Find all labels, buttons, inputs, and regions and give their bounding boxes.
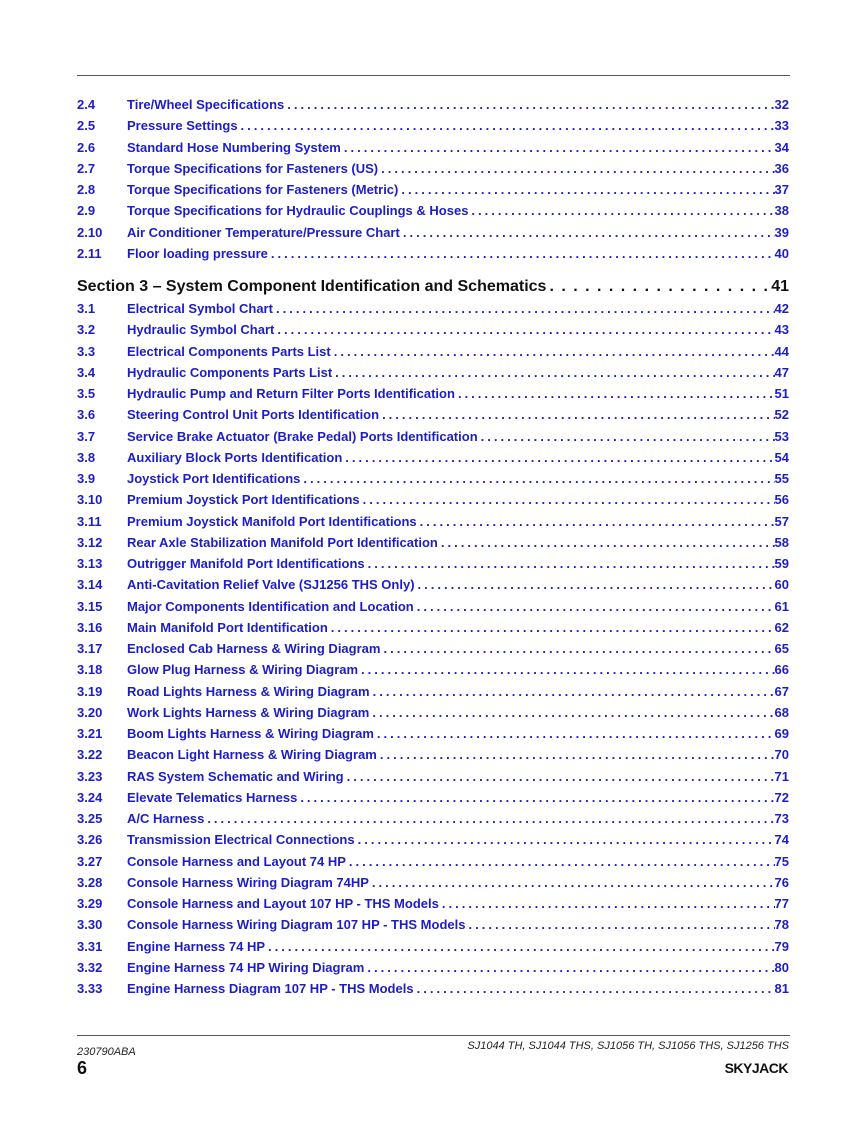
entry-number[interactable]: 3.9: [77, 471, 96, 486]
section-title[interactable]: Section 3 – System Component Identification and Schematics: [77, 278, 547, 295]
entry-page[interactable]: 37: [774, 182, 789, 197]
toc-entry[interactable]: [77, 790, 789, 811]
dot-leader: [277, 322, 774, 337]
toc-entry[interactable]: [77, 246, 789, 267]
entry-number[interactable]: 3.32: [77, 959, 103, 975]
entry-title[interactable]: Auxiliary Block Ports Identification: [127, 449, 343, 465]
entry-title[interactable]: Standard Hose Numbering System: [127, 139, 341, 155]
entry-title[interactable]: RAS System Schematic and Wiring: [127, 768, 344, 784]
entry-title[interactable]: Premium Joystick Manifold Port Identifications: [127, 513, 417, 529]
entry-number[interactable]: 2.6: [77, 139, 96, 155]
entry-title[interactable]: Air Conditioner Temperature/Pressure Chart: [127, 224, 400, 240]
toc-entry[interactable]: [77, 662, 789, 683]
entry-page[interactable]: 73: [774, 811, 789, 826]
toc-entry[interactable]: [77, 535, 789, 556]
toc-entry[interactable]: [77, 620, 789, 641]
toc-entry[interactable]: [77, 726, 789, 747]
entry-title[interactable]: Boom Lights Harness & Wiring Diagram: [127, 726, 374, 741]
entry-page[interactable]: 42: [774, 301, 789, 316]
toc-entry[interactable]: [77, 641, 789, 662]
dot-leader: [367, 960, 774, 975]
entry-page[interactable]: 58: [774, 534, 789, 550]
entry-title[interactable]: Engine Harness Diagram 107 HP - THS Models: [127, 981, 414, 996]
entry-title[interactable]: Glow Plug Harness & Wiring Diagram: [127, 662, 359, 678]
entry-page[interactable]: 43: [774, 322, 789, 338]
toc-section-3-heading[interactable]: [77, 278, 789, 302]
dot-leader: [549, 278, 771, 296]
entry-page[interactable]: 77: [774, 896, 789, 911]
entry-number[interactable]: 3.26: [77, 832, 103, 848]
entry-page[interactable]: 71: [774, 768, 789, 784]
entry-page[interactable]: 47: [774, 364, 789, 380]
entry-number[interactable]: 3.2: [77, 322, 96, 338]
toc-entry[interactable]: [77, 981, 789, 1002]
entry-page[interactable]: 70: [774, 747, 789, 763]
entry-number[interactable]: 3.15: [77, 598, 103, 614]
entry-page[interactable]: 60: [774, 577, 789, 593]
entry-title[interactable]: Torque Specifications for Fasteners (US): [127, 160, 379, 176]
dot-leader: [368, 556, 775, 571]
dot-leader: [303, 471, 774, 486]
entry-title[interactable]: Electrical Symbol Chart: [127, 301, 273, 316]
entry-number[interactable]: 2.4: [77, 97, 96, 112]
dot-leader: [268, 939, 775, 954]
entry-title[interactable]: Console Harness Wiring Diagram 74HP: [127, 874, 369, 890]
entry-page[interactable]: 81: [774, 981, 789, 996]
entry-page[interactable]: 61: [774, 598, 789, 614]
entry-number[interactable]: 3.23: [77, 768, 103, 784]
toc-entry[interactable]: [77, 322, 789, 343]
toc-entry[interactable]: [77, 875, 789, 896]
entry-number[interactable]: 3.19: [77, 683, 103, 699]
entry-page[interactable]: 38: [774, 203, 789, 219]
toc-entry[interactable]: [77, 97, 789, 118]
dot-leader: [401, 182, 774, 197]
toc-entry[interactable]: [77, 492, 789, 513]
entry-number[interactable]: 2.10: [77, 224, 103, 240]
entry-page[interactable]: 36: [774, 160, 789, 176]
dot-leader: [358, 832, 775, 847]
entry-title[interactable]: Electrical Components Parts List: [127, 343, 331, 359]
dot-leader: [344, 140, 775, 155]
entry-page[interactable]: 40: [774, 245, 789, 261]
entry-number[interactable]: 3.5: [77, 386, 96, 401]
dot-leader: [471, 203, 774, 218]
toc-entry[interactable]: [77, 182, 789, 203]
toc-entry[interactable]: [77, 556, 789, 577]
toc-entry[interactable]: [77, 514, 789, 535]
entry-page[interactable]: 75: [774, 853, 789, 869]
entry-page[interactable]: 76: [774, 874, 789, 890]
dot-leader: [458, 386, 775, 401]
page-number: 6: [77, 1058, 88, 1078]
dot-leader: [382, 407, 774, 422]
dot-leader: [334, 344, 775, 359]
dot-leader: [372, 875, 775, 890]
entry-page[interactable]: 65: [774, 641, 789, 656]
entry-title[interactable]: A/C Harness: [127, 811, 205, 826]
entry-title[interactable]: Rear Axle Stabilization Manifold Port Identification: [127, 534, 438, 550]
toc-entry[interactable]: [77, 577, 789, 598]
dot-leader: [441, 535, 775, 550]
footer-rule: [77, 1035, 790, 1036]
skyjack-logo: SKYJACK: [724, 1060, 788, 1076]
toc-entry[interactable]: [77, 832, 789, 853]
entry-number[interactable]: 3.12: [77, 534, 103, 550]
dot-leader: [468, 917, 774, 932]
dot-leader: [331, 620, 775, 635]
toc-entry[interactable]: [77, 140, 789, 161]
dot-leader: [276, 301, 775, 316]
entry-number[interactable]: 3.29: [77, 896, 103, 911]
toc-entry[interactable]: [77, 225, 789, 246]
entry-number[interactable]: 3.25: [77, 811, 103, 826]
dot-leader: [373, 684, 775, 699]
dot-leader: [347, 769, 775, 784]
dot-leader: [361, 662, 774, 677]
toc-entry[interactable]: [77, 118, 789, 139]
dot-leader: [381, 161, 774, 176]
entry-number[interactable]: 3.6: [77, 407, 96, 423]
entry-number[interactable]: 3.21: [77, 726, 103, 741]
entry-page[interactable]: 32: [774, 97, 789, 112]
entry-number[interactable]: 3.28: [77, 874, 103, 890]
toc-entry[interactable]: [77, 684, 789, 705]
entry-page[interactable]: 57: [774, 513, 789, 529]
dot-leader: [403, 225, 775, 240]
dot-leader: [335, 365, 774, 380]
entry-number[interactable]: 3.13: [77, 556, 103, 571]
entry-number[interactable]: 2.11: [77, 245, 102, 261]
entry-title[interactable]: Torque Specifications for Fasteners (Metric): [127, 182, 399, 197]
dot-leader: [377, 726, 775, 741]
entry-title[interactable]: Floor loading pressure: [127, 245, 268, 261]
entry-page[interactable]: 59: [774, 556, 789, 571]
entry-page[interactable]: 34: [774, 139, 789, 155]
entry-number[interactable]: 3.22: [77, 747, 103, 763]
entry-page[interactable]: 72: [774, 789, 789, 805]
entry-title[interactable]: Engine Harness 74 HP Wiring Diagram: [127, 959, 365, 975]
dot-leader: [481, 429, 775, 444]
entry-number[interactable]: 3.27: [77, 853, 103, 869]
entry-title[interactable]: Hydraulic Pump and Return Filter Ports Identification: [127, 386, 455, 401]
dot-leader: [287, 97, 774, 112]
toc-entry[interactable]: [77, 854, 789, 875]
toc-entry[interactable]: [77, 365, 789, 386]
dot-leader: [420, 514, 775, 529]
entry-title[interactable]: Engine Harness 74 HP: [127, 938, 265, 954]
entry-page[interactable]: 33: [774, 118, 789, 134]
dot-leader: [417, 981, 775, 996]
entry-title[interactable]: Major Components Identification and Location: [127, 598, 414, 614]
dot-leader: [345, 450, 774, 465]
dot-leader: [417, 599, 775, 614]
toc-entry[interactable]: [77, 896, 789, 917]
entry-number[interactable]: 3.3: [77, 343, 96, 359]
dot-leader: [300, 790, 774, 805]
section-page[interactable]: 41: [771, 278, 789, 295]
entry-title[interactable]: Enclosed Cab Harness & Wiring Diagram: [127, 641, 381, 656]
entry-number[interactable]: 3.24: [77, 789, 103, 805]
toc-entry[interactable]: [77, 705, 789, 726]
entry-number[interactable]: 3.16: [77, 619, 103, 635]
entry-number[interactable]: 3.17: [77, 641, 103, 656]
entry-title[interactable]: Transmission Electrical Connections: [127, 832, 355, 848]
toc-entry[interactable]: [77, 939, 789, 960]
entry-page[interactable]: 56: [774, 492, 789, 508]
entry-page[interactable]: 79: [774, 938, 789, 954]
entry-title[interactable]: Hydraulic Symbol Chart: [127, 322, 275, 338]
dot-leader: [241, 118, 775, 133]
entry-page[interactable]: 66: [774, 662, 789, 678]
entry-page[interactable]: 68: [774, 704, 789, 720]
toc-entry[interactable]: [77, 811, 789, 832]
dot-leader: [207, 811, 774, 826]
entry-page[interactable]: 62: [774, 619, 789, 635]
toc-entry[interactable]: [77, 960, 789, 981]
entry-page[interactable]: 52: [774, 407, 789, 423]
entry-title[interactable]: Tire/Wheel Specifications: [127, 97, 285, 112]
toc-entry[interactable]: [77, 599, 789, 620]
entry-page[interactable]: 67: [774, 683, 789, 699]
toc-section-2-entries: [77, 97, 789, 267]
entry-title[interactable]: Pressure Settings: [127, 118, 238, 134]
entry-page[interactable]: 44: [774, 343, 789, 359]
toc-entry[interactable]: [77, 769, 789, 790]
toc-entry[interactable]: [77, 386, 789, 407]
entry-title[interactable]: Console Harness and Layout 74 HP: [127, 853, 346, 869]
toc-entry[interactable]: [77, 301, 789, 322]
entry-number[interactable]: 3.1: [77, 301, 96, 316]
entry-page[interactable]: 80: [774, 959, 789, 975]
dot-leader: [418, 577, 775, 592]
entry-page[interactable]: 51: [774, 386, 789, 401]
toc-entry[interactable]: [77, 471, 789, 492]
entry-title[interactable]: Service Brake Actuator (Brake Pedal) Ports Identification: [127, 428, 478, 444]
entry-number[interactable]: 3.20: [77, 704, 103, 720]
entry-page[interactable]: 69: [774, 726, 789, 741]
entry-number[interactable]: 3.33: [77, 981, 103, 996]
entry-page[interactable]: 78: [774, 917, 789, 933]
entry-title[interactable]: Anti-Cavitation Relief Valve (SJ1256 THS Only): [127, 577, 415, 593]
toc-entry[interactable]: [77, 161, 789, 182]
entry-title[interactable]: Work Lights Harness & Wiring Diagram: [127, 704, 370, 720]
entry-number[interactable]: 3.30: [77, 917, 103, 933]
toc-entry[interactable]: [77, 407, 789, 428]
entry-title[interactable]: Premium Joystick Port Identifications: [127, 492, 360, 508]
entry-number[interactable]: 3.11: [77, 513, 102, 529]
entry-title[interactable]: Outrigger Manifold Port Identifications: [127, 556, 365, 571]
header-rule: [77, 75, 790, 76]
entry-number[interactable]: 3.14: [77, 577, 103, 593]
entry-number[interactable]: 2.5: [77, 118, 96, 134]
toc-section-3-entries: [77, 301, 789, 1002]
entry-title[interactable]: Hydraulic Components Parts List: [127, 364, 333, 380]
dot-leader: [349, 854, 775, 869]
entry-number[interactable]: 2.7: [77, 160, 96, 176]
entry-title[interactable]: Console Harness Wiring Diagram 107 HP - THS Models: [127, 917, 466, 933]
dot-leader: [380, 747, 775, 762]
entry-page[interactable]: 39: [774, 224, 789, 240]
toc-entry[interactable]: [77, 203, 789, 224]
entry-number[interactable]: 2.9: [77, 203, 96, 219]
toc-entry[interactable]: [77, 344, 789, 365]
toc-entry[interactable]: [77, 429, 789, 450]
entry-page[interactable]: 54: [774, 449, 789, 465]
toc-entry[interactable]: [77, 917, 789, 938]
dot-leader: [442, 896, 775, 911]
entry-number[interactable]: 2.8: [77, 182, 96, 197]
dot-leader: [372, 705, 774, 720]
toc-entry[interactable]: [77, 450, 789, 471]
entry-title[interactable]: Road Lights Harness & Wiring Diagram: [127, 683, 370, 699]
entry-page[interactable]: 53: [774, 428, 789, 444]
entry-title[interactable]: Main Manifold Port Identification: [127, 619, 328, 635]
model-list: SJ1044 TH, SJ1044 THS, SJ1056 TH, SJ1056 THS, SJ1256 THS: [467, 1040, 789, 1052]
entry-number[interactable]: 3.18: [77, 662, 103, 678]
entry-title[interactable]: Console Harness and Layout 107 HP - THS Models: [127, 896, 439, 911]
entry-title[interactable]: Steering Control Unit Ports Identification: [127, 407, 380, 423]
entry-number[interactable]: 3.10: [77, 492, 103, 508]
entry-number[interactable]: 3.31: [77, 938, 103, 954]
entry-number[interactable]: 3.8: [77, 449, 96, 465]
dot-leader: [363, 492, 775, 507]
dot-leader: [271, 246, 775, 261]
entry-title[interactable]: Torque Specifications for Hydraulic Couplings & Hoses: [127, 203, 469, 219]
entry-title[interactable]: Joystick Port Identifications: [127, 471, 301, 486]
entry-page[interactable]: 74: [774, 832, 789, 848]
entry-page[interactable]: 55: [774, 471, 789, 486]
entry-number[interactable]: 3.7: [77, 428, 96, 444]
document-number: 230790ABA: [77, 1046, 136, 1058]
toc-entry[interactable]: [77, 747, 789, 768]
entry-title[interactable]: Elevate Telematics Harness: [127, 789, 298, 805]
dot-leader: [383, 641, 774, 656]
entry-title[interactable]: Beacon Light Harness & Wiring Diagram: [127, 747, 377, 763]
entry-number[interactable]: 3.4: [77, 364, 96, 380]
